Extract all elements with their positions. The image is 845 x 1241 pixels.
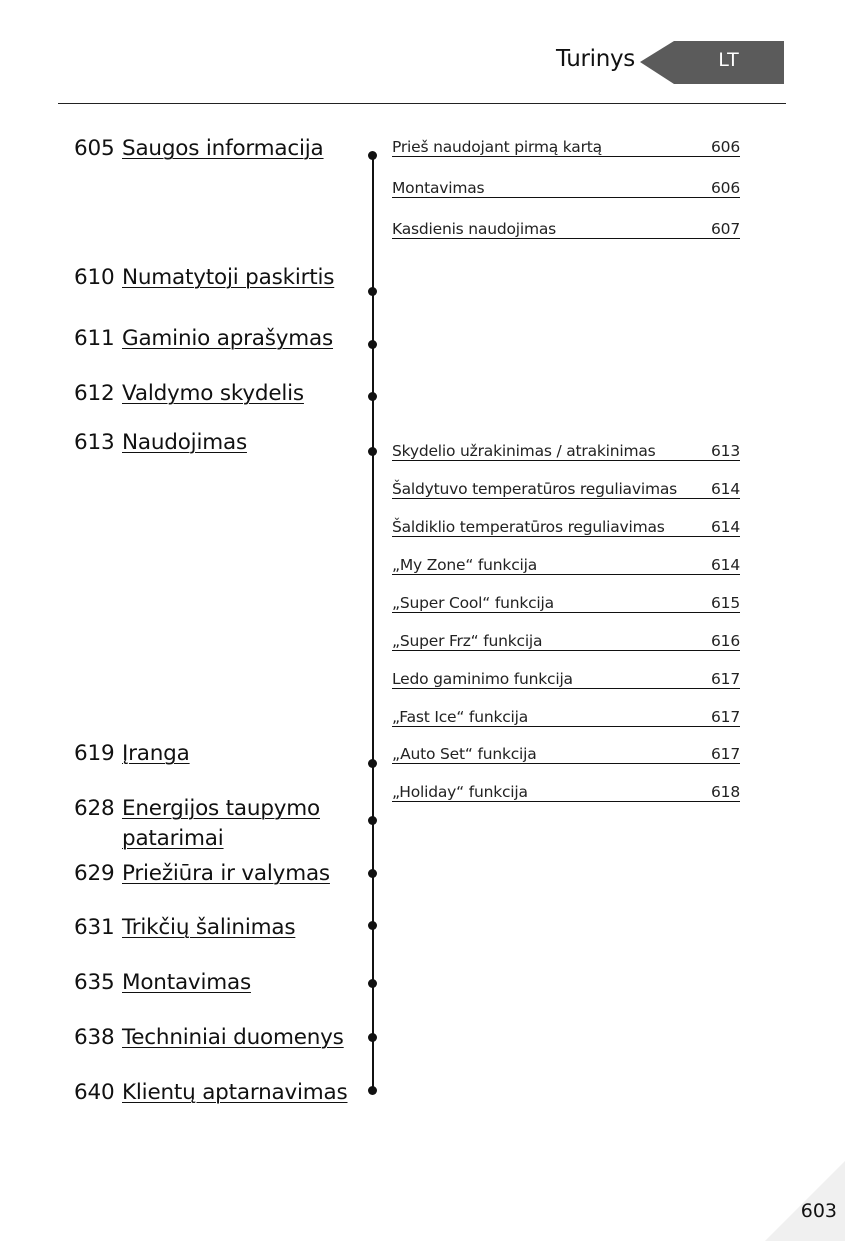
chapter-number: 629: [74, 861, 115, 886]
chapter-link-saugos-informacija[interactable]: [74, 136, 324, 161]
chapter-number: 628: [74, 796, 115, 821]
language-tab: [640, 41, 784, 84]
chapter-number: 631: [74, 915, 115, 940]
subsection-link[interactable]: [392, 552, 740, 575]
chapter-link-klientu-aptarnavimas[interactable]: [74, 1080, 348, 1105]
chapter-link-iranga[interactable]: [74, 741, 190, 766]
subsection-link[interactable]: [392, 216, 740, 239]
subsection-label: „My Zone“ funkcija: [392, 556, 538, 574]
timeline-dot: [368, 869, 377, 878]
chapter-title: Numatytoji paskirtis: [122, 265, 335, 290]
timeline-dot: [368, 287, 377, 296]
subsection-label: „Auto Set“ funkcija: [392, 745, 537, 763]
chapter-link-trikciu-salinimas[interactable]: [74, 915, 295, 940]
timeline-dot: [368, 340, 377, 349]
chapter-link-energijos-taupymo-patarimai[interactable]: [74, 794, 320, 854]
subsection-page: 616: [711, 632, 740, 650]
subsection-link[interactable]: [392, 704, 740, 727]
chapter-title: Klientų aptarnavimas: [122, 1080, 348, 1105]
chapter-title: Įranga: [122, 741, 190, 766]
subsection-link[interactable]: [392, 666, 740, 689]
subsection-page: 607: [711, 220, 740, 238]
subsection-page: 613: [711, 442, 740, 460]
subsection-link[interactable]: [392, 628, 740, 651]
chapter-title: Naudojimas: [122, 430, 247, 455]
language-label: LT: [718, 49, 740, 71]
chapter-link-montavimas[interactable]: [74, 970, 251, 995]
chapter-number: 619: [74, 741, 115, 766]
subsection-label: „Super Frz“ funkcija: [392, 632, 543, 650]
subsection-page: 606: [711, 179, 740, 197]
subsection-link[interactable]: [392, 438, 740, 461]
subsection-page: 614: [711, 556, 740, 574]
timeline-dot: [368, 447, 377, 456]
subsection-label: „Fast Ice“ funkcija: [392, 708, 529, 726]
chapter-link-prieziura-ir-valymas[interactable]: [74, 861, 330, 886]
chapter-title-continued: patarimai: [122, 826, 224, 851]
subsection-label: Skydelio užrakinimas / atrakinimas: [392, 442, 656, 460]
subsection-label: „Super Cool“ funkcija: [392, 594, 554, 612]
chapter-number: 605: [74, 136, 115, 161]
page-title: Turinys: [555, 46, 635, 72]
subsection-page: 614: [711, 480, 740, 498]
subsection-page: 615: [711, 594, 740, 612]
subsection-label: Šaldytuvo temperatūros reguliavimas: [392, 480, 678, 498]
chapter-link-gaminio-aprasymas[interactable]: [74, 326, 333, 351]
subsection-link[interactable]: [392, 779, 740, 802]
timeline-dot: [368, 979, 377, 988]
chapter-title: Trikčių šalinimas: [122, 915, 296, 940]
chapter-number: 611: [74, 326, 115, 351]
subsection-page: 617: [711, 670, 740, 688]
subsection-link[interactable]: [392, 741, 740, 764]
subsection-page: 606: [711, 138, 740, 156]
subsection-link[interactable]: [392, 590, 740, 613]
chapter-title: Priežiūra ir valymas: [122, 861, 330, 886]
timeline-dot: [368, 392, 377, 401]
chapter-number: 638: [74, 1025, 115, 1050]
subsection-page: 617: [711, 708, 740, 726]
subsection-page: 617: [711, 745, 740, 763]
subsection-label: „Holiday“ funkcija: [392, 783, 528, 801]
chapter-title: Techniniai duomenys: [122, 1025, 344, 1050]
chapter-title: Saugos informacija: [122, 136, 324, 161]
subsection-label: Prieš naudojant pirmą kartą: [392, 138, 602, 156]
chapter-title: Energijos taupymo: [122, 796, 320, 821]
chapter-number: 640: [74, 1080, 115, 1105]
chapter-number: 613: [74, 430, 115, 455]
chapter-title: Valdymo skydelis: [122, 381, 304, 406]
chapter-number: 612: [74, 381, 115, 406]
subsection-link[interactable]: [392, 134, 740, 157]
chapter-title: Montavimas: [122, 970, 251, 995]
chapter-title: Gaminio aprašymas: [122, 326, 334, 351]
chapter-number: 635: [74, 970, 115, 995]
chapter-link-valdymo-skydelis[interactable]: [74, 381, 304, 406]
chapter-link-techniniai-duomenys[interactable]: [74, 1025, 344, 1050]
timeline-dot: [368, 1033, 377, 1042]
subsection-link[interactable]: [392, 175, 740, 198]
subsection-label: Šaldiklio temperatūros reguliavimas: [392, 518, 665, 536]
timeline-dot: [368, 1086, 377, 1095]
chapter-link-naudojimas[interactable]: [74, 430, 247, 455]
header-divider: [58, 103, 786, 104]
subsection-link[interactable]: [392, 476, 740, 499]
timeline-dot: [368, 759, 377, 768]
chapter-number: 610: [74, 265, 115, 290]
subsection-label: Montavimas: [392, 179, 485, 197]
timeline-dot: [368, 816, 377, 825]
subsection-label: Ledo gaminimo funkcija: [392, 670, 573, 688]
subsection-link[interactable]: [392, 514, 740, 537]
subsection-page: 614: [711, 518, 740, 536]
subsection-label: Kasdienis naudojimas: [392, 220, 557, 238]
subsection-page: 618: [711, 783, 740, 801]
timeline-dot: [368, 151, 377, 160]
chapter-link-numatytoji-paskirtis[interactable]: [74, 265, 334, 290]
page-number: 603: [800, 1200, 837, 1222]
timeline-dot: [368, 921, 377, 930]
